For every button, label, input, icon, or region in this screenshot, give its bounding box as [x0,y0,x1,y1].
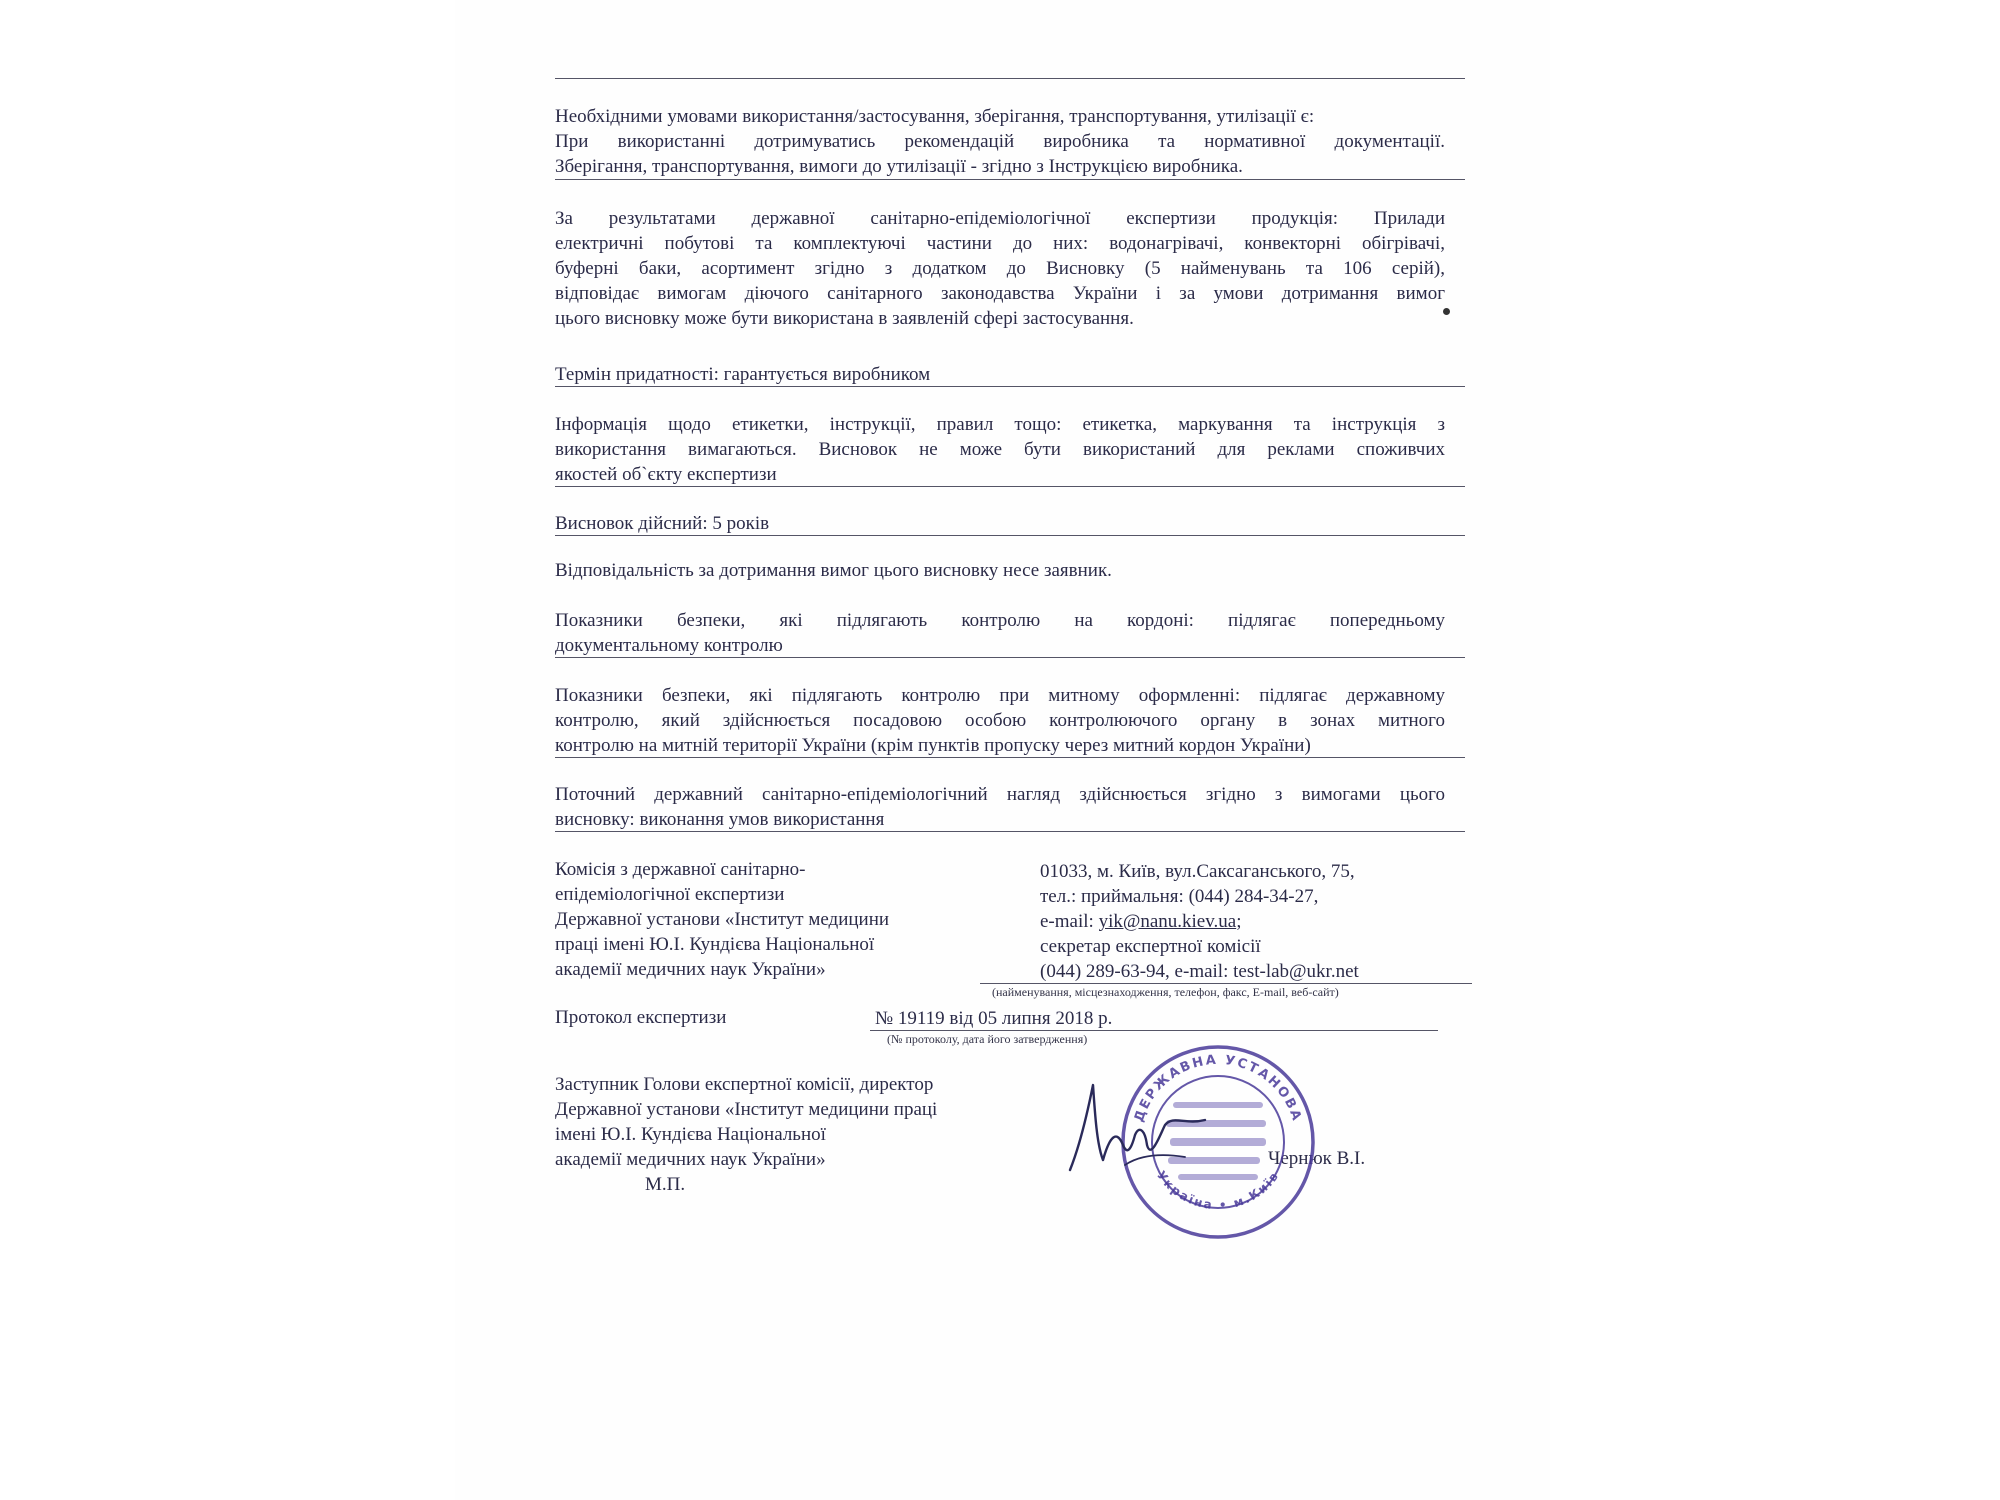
commission-secretary-contact: (044) 289-63-94, e-mail: test-lab@ukr.net [1040,961,1359,982]
protocol-label: Протокол експертизи [555,1007,727,1028]
border-control [555,608,1445,658]
email-label: e-mail: [1040,911,1099,932]
text-line: висновку: виконання умов використання [555,809,885,830]
text-line: використання вимагаються. Висновок не може бути використаний для реклами споживчих [555,439,1445,460]
text-line: відповідає вимогам діючого санітарного законодавства України і за умови дотримання вимог [555,283,1445,304]
text-line: контролю на митній території України (крім пунктів пропуску через митний кордон України) [555,735,1311,756]
label-info [555,412,1445,487]
rule [555,757,1465,758]
signature [1065,1075,1215,1185]
commission-name-line: праці імені Ю.І. Кундієва Національної [555,934,875,955]
usage-conditions [555,104,1445,179]
email-link[interactable]: yik@nanu.kiev.ua [1098,911,1237,932]
expertise-result [555,206,1445,331]
responsibility: Відповідальність за дотримання вимог цього висновку несе заявник. [555,560,1112,581]
commission-name-line: Державної установи «Інститут медицини [555,909,890,930]
commission-name-line: епідеміологічної експертизи [555,884,785,905]
signatory-position-line: Державної установи «Інститут медицини праці [555,1099,938,1120]
commission-phone: тел.: приймальня: (044) 284-34-27, [1040,886,1319,907]
stamp-bottom-text: Україна • м.Київ [1153,1168,1283,1213]
protocol-value: № 19119 від 05 липня 2018 р. [875,1008,1113,1029]
signatory-mp: М.П. [645,1174,686,1195]
rule [555,831,1465,832]
customs-control [555,683,1445,758]
signatory-position-line: імені Ю.І. Кундієва Національної [555,1124,826,1145]
ink-dot [1443,308,1450,315]
top-rule [555,78,1465,79]
rule [980,983,1472,984]
text-line: Показники безпеки, які підлягають контролю при митному оформленні: підлягає державному [555,685,1445,706]
shelf-life: Термін придатності: гарантується виробником [555,364,931,385]
signatory-position-line: академії медичних наук України» [555,1149,826,1170]
text-line: буферні баки, асортимент згідно з додатком до Висновку (5 найменувань та 106 серій), [555,258,1445,279]
commission-caption: (найменування, місцезнаходження, телефон, факс, E-mail, веб-сайт) [992,985,1339,999]
text-line: За результатами державної санітарно-епідеміологічної експертизи продукція: Прилади [555,208,1445,229]
text-line: Зберігання, транспортування, вимоги до утилізації - згідно з Інструкцією виробника. [555,156,1243,177]
email-suffix: ; [1236,911,1242,932]
supervision [555,782,1445,832]
text-line: При використанні дотримуватись рекомендацій виробника та нормативної документації. [555,131,1445,152]
text-line: електричні побутові та комплектуючі частини до них: водонагрівачі, конвекторні обігрівачі, [555,233,1445,254]
signatory-position-line: Заступник Голови експертної комісії, директор [555,1074,934,1095]
signatory-name: Чернюк В.І. [1268,1148,1366,1169]
commission-name-line: Комісія з державної санітарно- [555,859,806,880]
text-line: Необхідними умовами використання/застосування, зберігання, транспортування, утилізації є: [555,106,1315,127]
text-line: Поточний державний санітарно-епідеміологічний нагляд здійснюється згідно з вимогами цього [555,784,1445,805]
commission-name-line: академії медичних наук України» [555,959,826,980]
rule [555,386,1465,387]
rule [555,179,1465,180]
text-line: контролю, який здійснюється посадовою особою контролюючого органу в зонах митного [555,710,1445,731]
validity: Висновок дійсний: 5 років [555,513,770,534]
text-line: документальному контролю [555,635,783,656]
rule [870,1030,1438,1031]
stamp-top-text: ДЕРЖАВНА УСТАНОВА [1131,1052,1305,1125]
text-line: Інформація щодо етикетки, інструкції, правил тощо: етикетка, маркування та інструкція з [555,414,1445,435]
protocol-caption: (№ протоколу, дата його затвердження) [887,1032,1088,1046]
text-line: Показники безпеки, які підлягають контролю на кордоні: підлягає попередньому [555,610,1445,631]
text-line: якостей об`єкту експертизи [555,464,777,485]
commission-secretary: секретар експертної комісії [1040,936,1261,957]
rule [555,535,1465,536]
commission-address: 01033, м. Київ, вул.Саксаганського, 75, [1040,861,1355,882]
text-line: цього висновку може бути використана в заявленій сфері застосування. [555,308,1134,329]
rule [555,657,1465,658]
rule [555,486,1465,487]
commission-email-line [1040,909,1241,934]
